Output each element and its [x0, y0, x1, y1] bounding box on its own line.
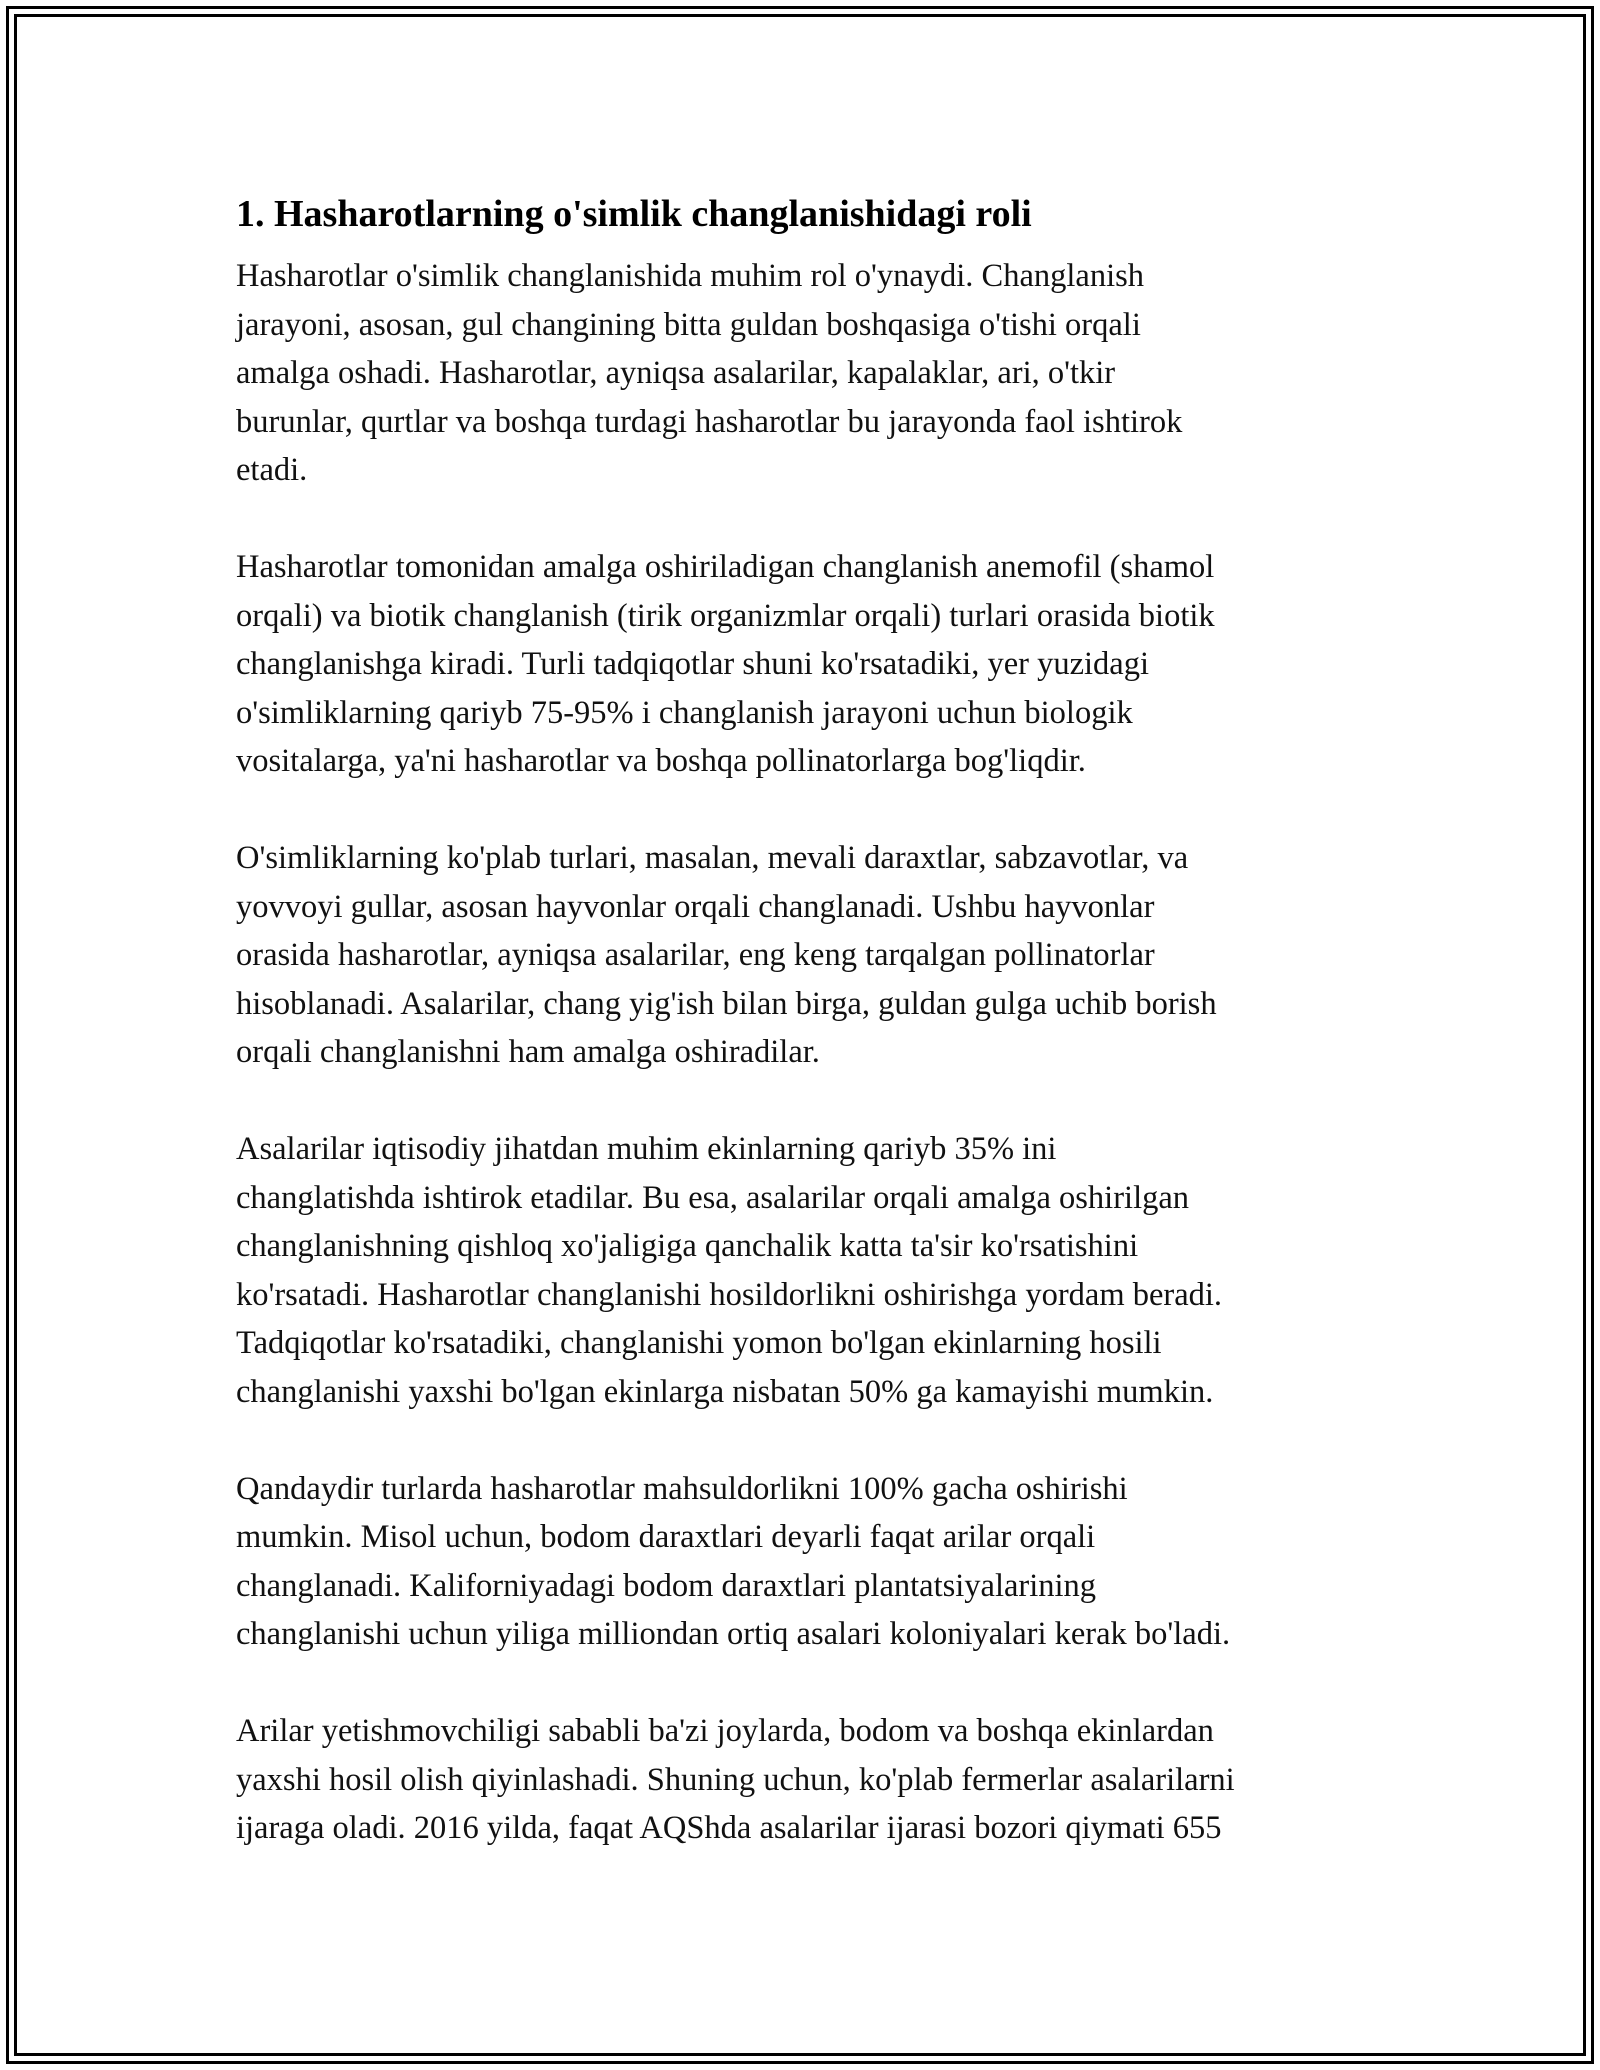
- text-line: Arilar yetishmovchiligi sababli ba'zi joylarda, bodom va boshqa ekinlardan: [236, 1713, 1214, 1749]
- text-line: changlanadi. Kaliforniyadagi bodom daraxtlari plantatsiyalarining: [236, 1567, 1097, 1604]
- text-line: orqali) va biotik changlanish (tirik organizmlar orqali) turlari orasida biotik: [236, 597, 1215, 634]
- text-line: changlanishning qishloq xo'jaligiga qanchalik katta ta'sir ko'rsatishini: [236, 1228, 1139, 1264]
- text-line: ijaraga oladi. 2016 yilda, faqat AQShda asalarilar ijarasi bozori qiymati 655: [236, 1810, 1222, 1846]
- text-line: Hasharotlar o'simlik changlanishida muhim rol o'ynaydi. Changlanish: [236, 258, 1145, 294]
- text-line: changlanishga kiradi. Turli tadqiqotlar shuni ko'rsatadiki, yer yuzidagi: [236, 646, 1149, 682]
- paragraph-1: [236, 252, 1376, 495]
- text-line: mumkin. Misol uchun, bodom daraxtlari deyarli faqat arilar orqali: [236, 1519, 1096, 1555]
- document-body: [236, 186, 1376, 1901]
- text-line: Tadqiqotlar ko'rsatadiki, changlanishi yomon bo'lgan ekinlarning hosili: [236, 1325, 1162, 1361]
- text-line: vositalarga, ya'ni hasharotlar va boshqa pollinatorlarga bog'liqdir.: [236, 743, 1086, 779]
- text-line: ko'rsatadi. Hasharotlar changlanishi hosildorlikni oshirishga yordam beradi.: [236, 1276, 1223, 1313]
- text-line: Hasharotlar tomonidan amalga oshiriladigan changlanish anemofil (shamol: [236, 549, 1215, 585]
- text-line: yovvoyi gullar, asosan hayvonlar orqali changlanadi. Ushbu hayvonlar: [236, 888, 1155, 925]
- paragraph-2: [236, 543, 1376, 786]
- text-line: jarayoni, asosan, gul changining bitta guldan boshqasiga o'tishi orqali: [236, 306, 1141, 343]
- text-line: amalga oshadi. Hasharotlar, ayniqsa asalarilar, kapalaklar, ari, o'tkir: [236, 355, 1116, 391]
- text-line: Qandaydir turlarda hasharotlar mahsuldorlikni 100% gacha oshirishi: [236, 1470, 1128, 1507]
- text-line: changlanishi uchun yiliga milliondan ortiq asalari koloniyalari kerak bo'ladi.: [236, 1616, 1231, 1652]
- text-line: o'simliklarning qariyb 75-95% i changlanish jarayoni uchun biologik: [236, 694, 1133, 731]
- text-line: burunlar, qurtlar va boshqa turdagi hasharotlar bu jarayonda faol ishtirok: [236, 403, 1183, 440]
- text-line: etadi.: [236, 452, 308, 488]
- paragraph-5: [236, 1465, 1376, 1659]
- paragraph-4: [236, 1125, 1376, 1416]
- text-line: orqali changlanishni ham amalga oshiradilar.: [236, 1034, 820, 1070]
- text-line: yaxshi hosil olish qiyinlashadi. Shuning uchun, ko'plab fermerlar asalarilarni: [236, 1761, 1235, 1798]
- text-line: orasida hasharotlar, ayniqsa asalarilar, eng keng tarqalgan pollinatorlar: [236, 937, 1155, 973]
- section-heading: 1. Hasharotlarning o'simlik changlanishidagi roli: [236, 193, 1032, 235]
- text-line: Asalarilar iqtisodiy jihatdan muhim ekinlarning qariyb 35% ini: [236, 1131, 1057, 1167]
- text-line: hisoblanadi. Asalarilar, chang yig'ish bilan birga, guldan gulga uchib borish: [236, 985, 1217, 1022]
- text-line: O'simliklarning ko'plab turlari, masalan, mevali daraxtlar, sabzavotlar, va: [236, 840, 1189, 876]
- paragraph-6: [236, 1707, 1376, 1853]
- text-line: changlatishda ishtirok etadilar. Bu esa, asalarilar orqali amalga oshirilgan: [236, 1179, 1190, 1216]
- paragraph-3: [236, 834, 1376, 1077]
- text-line: changlanishi yaxshi bo'lgan ekinlarga nisbatan 50% ga kamayishi mumkin.: [236, 1373, 1214, 1410]
